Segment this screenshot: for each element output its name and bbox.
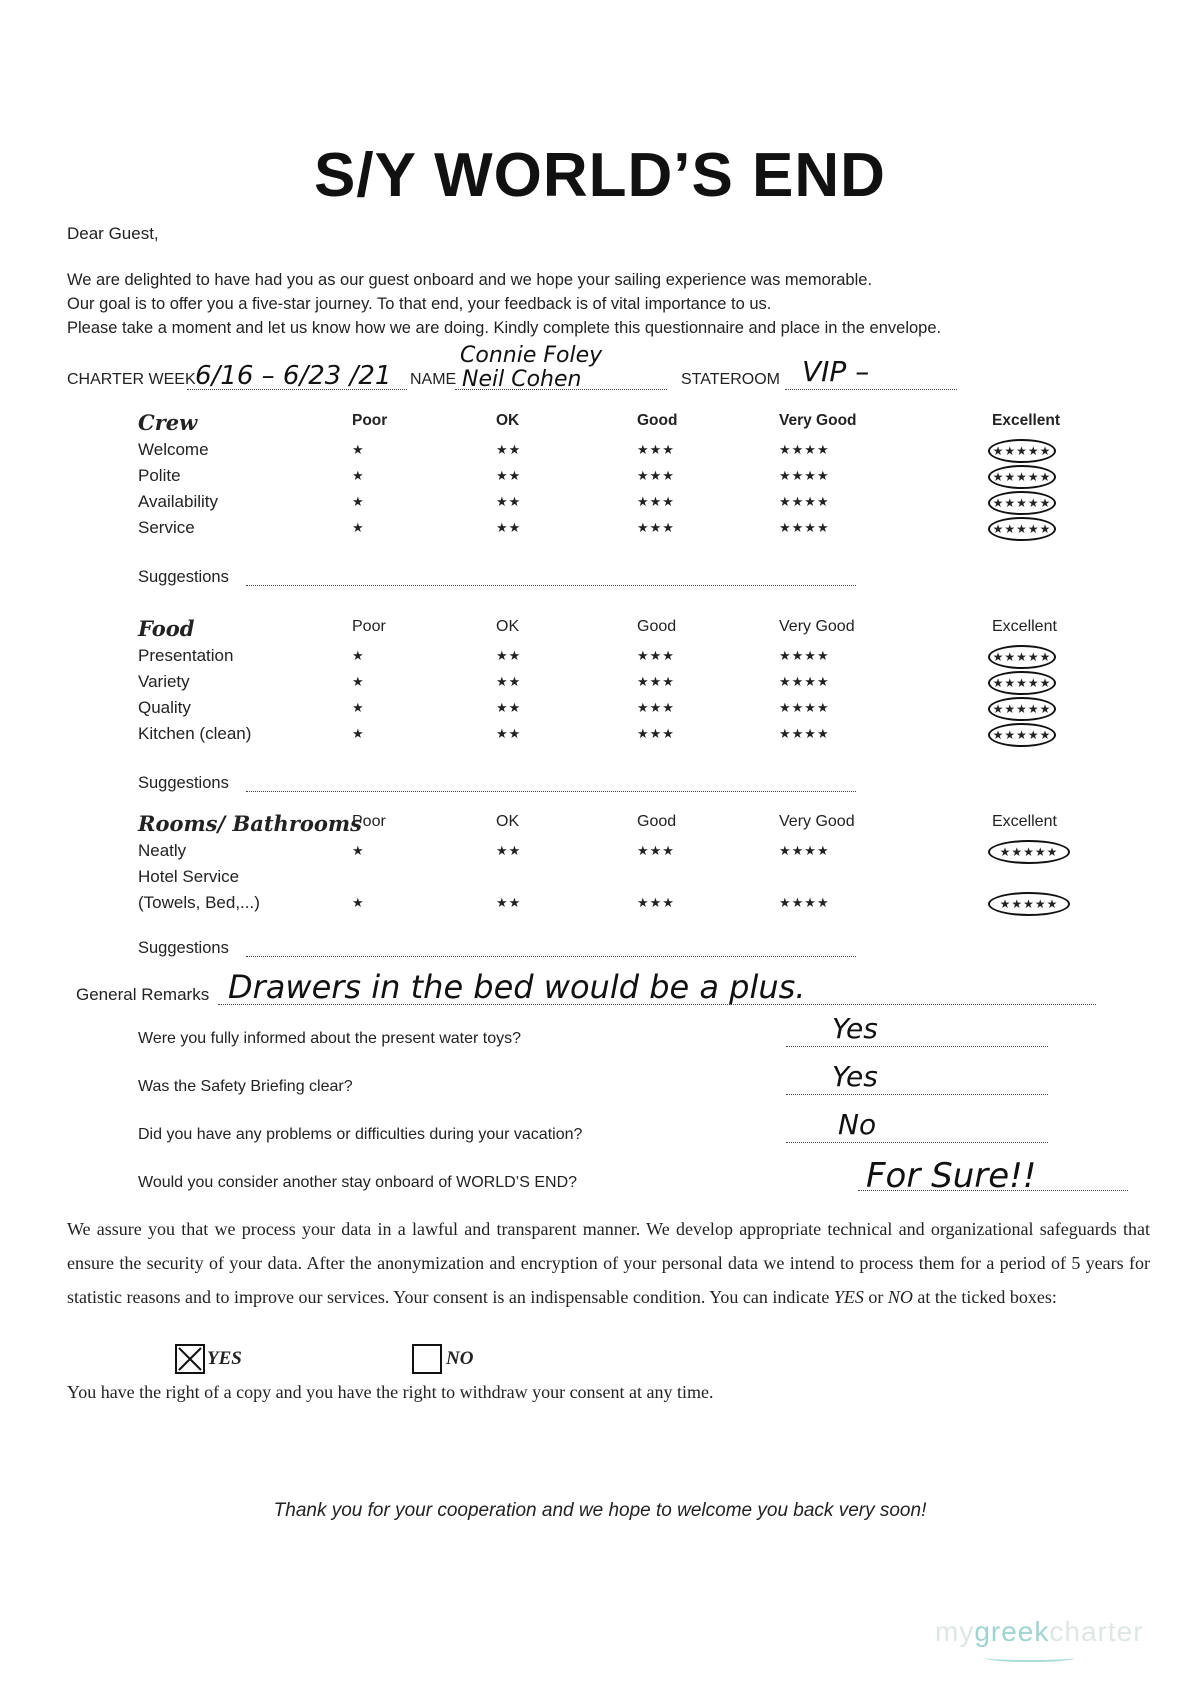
consent-no-checkbox[interactable]	[412, 1344, 442, 1374]
intro-text	[67, 268, 1067, 340]
rating-stars-option[interactable]: ★★	[496, 895, 522, 910]
rating-stars-option[interactable]: ★★★★	[779, 726, 830, 741]
answer-field[interactable]	[786, 1046, 1048, 1047]
document-title: S/Y WORLD’S END	[314, 141, 886, 210]
rating-stars-option[interactable]: ★★	[496, 700, 522, 715]
excellent-selected-oval[interactable]: ★★★★★	[988, 840, 1070, 864]
rating-item-label: Kitchen (clean)	[138, 724, 252, 743]
rating-stars-option[interactable]: ★★	[496, 674, 522, 689]
checkbox-x-mark-icon	[177, 1346, 203, 1372]
charter-week-value: 6/16 – 6/23 /21	[195, 361, 392, 391]
rating-column-header: Excellent	[992, 412, 1061, 429]
section-title: Food	[138, 616, 195, 641]
rating-stars-option[interactable]: ★★	[496, 468, 522, 483]
question-text: Would you consider another stay onboard of WORLD’S END?	[138, 1174, 578, 1191]
watermark-prefix: my	[935, 1616, 975, 1647]
rating-stars-option[interactable]: ★★	[496, 442, 522, 457]
rating-stars-option[interactable]: ★★★★	[779, 494, 830, 509]
excellent-selected-oval[interactable]: ★★★★★	[988, 517, 1056, 541]
intro-line: Our goal is to offer you a five-star journey. To that end, your feedback is of vital importance to us.	[67, 295, 772, 313]
rating-column-header: Very Good	[779, 813, 855, 830]
rating-item-label: Variety	[138, 672, 190, 691]
rating-item-label: Availability	[138, 492, 219, 511]
rating-stars-option[interactable]: ★★★★	[779, 648, 830, 663]
rating-column-header: OK	[496, 412, 520, 429]
rating-column-header: Very Good	[779, 412, 857, 429]
rating-column-header: Good	[637, 412, 678, 429]
rating-item-label: Polite	[138, 466, 181, 485]
rating-stars-option[interactable]: ★★★★	[779, 895, 830, 910]
rating-item-label: Service	[138, 518, 195, 537]
excellent-selected-oval[interactable]: ★★★★★	[988, 439, 1056, 463]
stateroom-field[interactable]	[785, 389, 957, 390]
rating-stars-option[interactable]: ★★★	[637, 520, 675, 535]
rating-column-header: Good	[637, 618, 677, 635]
answer-field[interactable]	[786, 1094, 1048, 1095]
rating-stars-option[interactable]: ★★★★	[779, 843, 830, 858]
rating-stars-option[interactable]: ★	[352, 726, 365, 741]
rating-stars-option[interactable]: ★★	[496, 494, 522, 509]
thank-you-note: Thank you for your cooperation and we hope to welcome you back very soon!	[273, 1500, 927, 1521]
consent-rights-text: You have the right of a copy and you have the right to withdraw your consent at any time.	[67, 1382, 714, 1402]
greeting: Dear Guest,	[67, 224, 159, 243]
watermark-wave-icon	[985, 1654, 1075, 1662]
suggestions-field[interactable]	[246, 956, 856, 957]
rating-item-label: Quality	[138, 698, 191, 717]
rating-stars-option[interactable]: ★	[352, 648, 365, 663]
handwritten-answer: Yes	[832, 1012, 878, 1045]
rating-stars-option[interactable]: ★★	[496, 648, 522, 663]
rating-column-header: Poor	[352, 813, 386, 830]
consent-yes-checkbox[interactable]	[175, 1344, 205, 1374]
privacy-statement	[67, 1212, 1150, 1314]
excellent-selected-oval[interactable]: ★★★★★	[988, 465, 1056, 489]
privacy-yes-word: YES	[833, 1287, 864, 1307]
rating-item-label: (Towels, Bed,...)	[138, 893, 260, 912]
rating-item-label: Welcome	[138, 440, 209, 459]
rating-stars-option[interactable]: ★	[352, 895, 365, 910]
watermark-main: greek	[974, 1616, 1050, 1647]
rating-column-header: OK	[496, 813, 520, 830]
stateroom-value: VIP –	[802, 355, 870, 388]
general-remarks-label: General Remarks	[76, 985, 210, 1004]
rating-stars-option[interactable]: ★★★	[637, 442, 675, 457]
rating-stars-option[interactable]: ★★★★	[779, 700, 830, 715]
rating-column-header: Excellent	[992, 813, 1057, 830]
rating-stars-option[interactable]: ★★★	[637, 648, 675, 663]
rating-column-header: Poor	[352, 412, 388, 429]
rating-item-label: Presentation	[138, 646, 234, 665]
name-label: NAME	[410, 371, 457, 388]
rating-stars-option[interactable]: ★★★	[637, 843, 675, 858]
rating-stars-option[interactable]: ★★★★	[779, 674, 830, 689]
general-remarks-value: Drawers in the bed would be a plus.	[228, 968, 806, 1006]
excellent-selected-oval[interactable]: ★★★★★	[988, 671, 1056, 695]
rating-stars-option[interactable]: ★	[352, 468, 365, 483]
stateroom-label: STATEROOM	[681, 371, 780, 388]
rating-stars-option[interactable]: ★★★	[637, 895, 675, 910]
privacy-no-word: NO	[887, 1287, 913, 1307]
name-value-2: Neil Cohen	[462, 367, 582, 392]
suggestions-field[interactable]	[246, 585, 856, 586]
question-text: Were you fully informed about the present water toys?	[138, 1030, 522, 1047]
intro-line: We are delighted to have had you as our guest onboard and we hope your sailing experience was memorable.	[67, 271, 873, 289]
rating-item-label: Hotel Service	[138, 867, 240, 886]
rating-stars-option[interactable]: ★	[352, 494, 365, 509]
name-value-1: Connie Foley	[460, 343, 603, 368]
privacy-or-word: or	[863, 1287, 888, 1307]
rating-stars-option[interactable]: ★★★	[637, 468, 675, 483]
suggestions-label: Suggestions	[138, 939, 229, 957]
rating-column-header: Excellent	[992, 618, 1057, 635]
rating-stars-option[interactable]: ★★	[496, 843, 522, 858]
rating-stars-option[interactable]: ★	[352, 674, 365, 689]
rating-stars-option[interactable]: ★	[352, 700, 365, 715]
excellent-selected-oval[interactable]: ★★★★★	[988, 697, 1056, 721]
rating-stars-option[interactable]: ★★★	[637, 494, 675, 509]
rating-column-header: Poor	[352, 618, 386, 635]
consent-no-label: NO	[446, 1348, 474, 1369]
excellent-selected-oval[interactable]: ★★★★★	[988, 723, 1056, 747]
rating-stars-option[interactable]: ★	[352, 442, 365, 457]
excellent-selected-oval[interactable]: ★★★★★	[988, 892, 1070, 916]
charter-header-line	[67, 343, 967, 393]
rating-stars-option[interactable]: ★★	[496, 520, 522, 535]
handwritten-answer: For Sure!!	[866, 1156, 1037, 1196]
privacy-text: We assure you that we process your data in a lawful and transparent manner. We develop appropriate technical and organizational safeguards that ensure the security of your data. After the anonymization and encryption of your personal data we intend to process them for a period of 5 years for statistic reasons and to improve our services. Your consent is an indispensable condition. You can indicate	[67, 1219, 1150, 1307]
section-title: Rooms/ Bathrooms	[138, 811, 362, 836]
rating-stars-option[interactable]: ★★★★	[779, 442, 830, 457]
brand-watermark	[935, 1616, 1144, 1648]
suggestions-label: Suggestions	[138, 774, 229, 792]
question-text: Was the Safety Briefing clear?	[138, 1078, 353, 1095]
rating-stars-option[interactable]: ★★★	[637, 726, 675, 741]
privacy-tail: at the ticked boxes:	[912, 1287, 1057, 1307]
charter-week-label: CHARTER WEEK	[67, 371, 196, 388]
rating-stars-option[interactable]: ★	[352, 843, 365, 858]
rating-column-header: Good	[637, 813, 677, 830]
consent-yes-label: YES	[207, 1348, 242, 1369]
handwritten-answer: Yes	[832, 1060, 878, 1093]
watermark-suffix: charter	[1049, 1616, 1144, 1647]
answer-field[interactable]	[786, 1142, 1048, 1143]
rating-item-label: Neatly	[138, 841, 187, 860]
question-text: Did you have any problems or difficulties during your vacation?	[138, 1126, 583, 1143]
rating-column-header: Very Good	[779, 618, 855, 635]
excellent-selected-oval[interactable]: ★★★★★	[988, 645, 1056, 669]
suggestions-label: Suggestions	[138, 568, 229, 586]
suggestions-field[interactable]	[246, 791, 856, 792]
rating-stars-option[interactable]: ★★★★	[779, 468, 830, 483]
rating-stars-option[interactable]: ★★	[496, 726, 522, 741]
rating-stars-option[interactable]: ★★★	[637, 674, 675, 689]
handwritten-answer: No	[838, 1108, 877, 1141]
rating-column-header: OK	[496, 618, 520, 635]
section-title: Crew	[138, 410, 198, 435]
rating-stars-option[interactable]: ★★★	[637, 700, 675, 715]
rating-stars-option[interactable]: ★	[352, 520, 365, 535]
excellent-selected-oval[interactable]: ★★★★★	[988, 491, 1056, 515]
intro-line: Please take a moment and let us know how we are doing. Kindly complete this questionnaire and place in the envelope.	[67, 319, 942, 337]
rating-stars-option[interactable]: ★★★★	[779, 520, 830, 535]
